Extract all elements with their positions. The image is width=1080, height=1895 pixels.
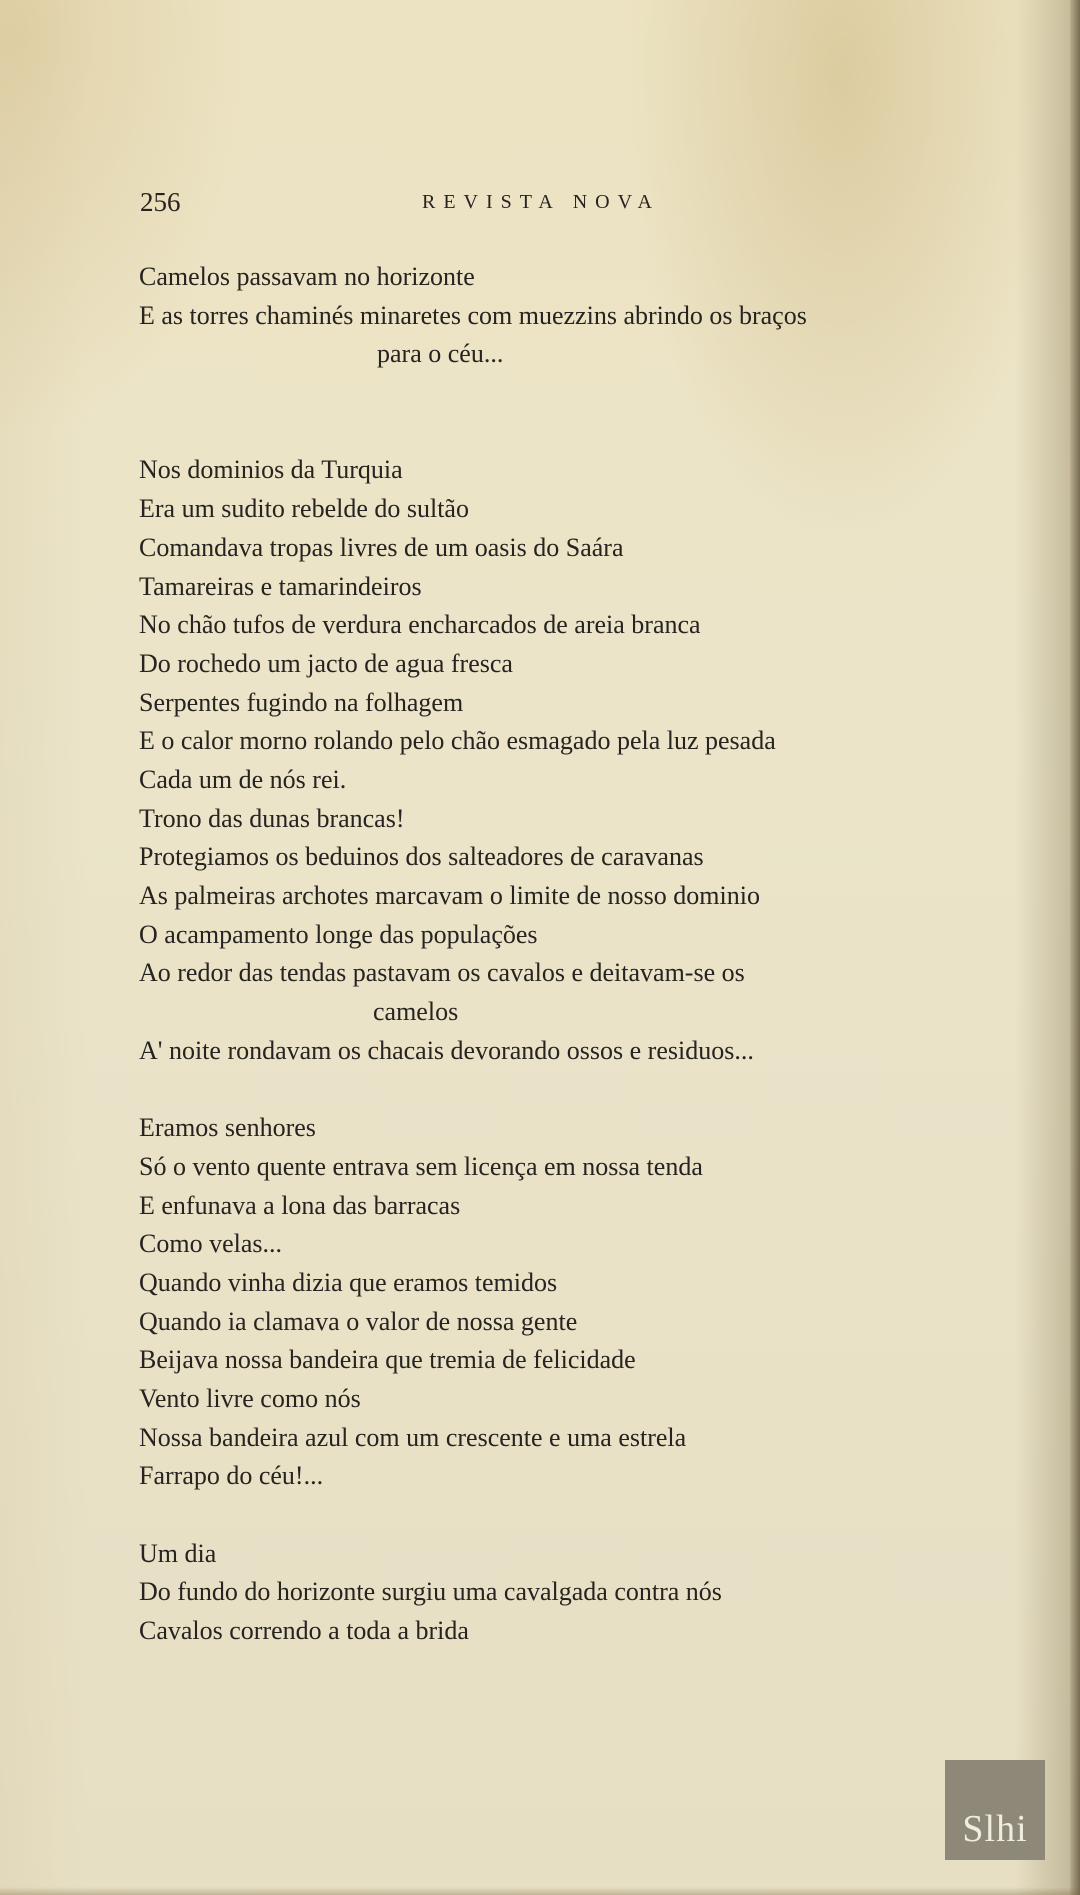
running-title: REVISTA NOVA [422,191,660,213]
poem-line: Nos dominios da Turquia [139,455,403,485]
page-edge-shadow [1070,0,1080,1895]
poem-line: Camelos passavam no horizonte [139,262,475,291]
poem-line: Tamareiras e tamarindeiros [139,571,422,601]
library-stamp-logo [945,1760,1045,1860]
stanza-gap [139,374,989,413]
poem-line: E o calor morno rolando pelo chão esmagado pela luz pesada [139,726,776,756]
page-number: 256 [140,187,181,217]
poem-line: Eramos senhores [139,1113,316,1143]
poem-line: Vento livre como nós [139,1383,361,1413]
poem-line: Quando ia clamava o valor de nossa gente [139,1306,578,1336]
poem-body [139,258,989,1651]
poem-line: Protegiamos os beduinos dos salteadores de caravanas [139,842,704,872]
stanza-gap [139,1070,989,1109]
poem-line: Nossa bandeira azul com um crescente e uma estrela [139,1422,687,1452]
poem-line: E enfunava a lona das barracas [139,1190,461,1220]
poem-line: Serpentes fugindo na folhagem [139,687,464,717]
poem-line: Ao redor das tendas pastavam os cavalos e deitavam-se os [139,958,745,988]
stanza-gap [139,413,989,452]
poem-line: Como velas... [139,1229,282,1259]
library-stamp-text: Slhi [962,1808,1028,1850]
poem-line-continuation: para o céu... [377,339,504,369]
poem-line: No chão tufos de verdura encharcados de areia branca [139,610,701,640]
poem-line: Farrapo do céu!... [139,1461,324,1491]
page-header [140,182,980,222]
stanza-gap [139,1496,989,1535]
poem-line: A' noite rondavam os chacais devorando ossos e residuos... [139,1035,754,1065]
page-bottom-edge [0,1887,1080,1895]
poem-line: E as torres chaminés minaretes com muezzins abrindo os braços [139,300,807,330]
poem-line: Comandava tropas livres de um oasis do Saára [139,532,624,562]
poem-line: Do fundo do horizonte surgiu uma cavalgada contra nós [139,1577,722,1607]
poem-line: Do rochedo um jacto de agua fresca [139,648,513,678]
poem-line: Um dia [139,1538,217,1568]
poem-line: Beijava nossa bandeira que tremia de felicidade [139,1345,636,1375]
poem-line: Só o vento quente entrava sem licença em nossa tenda [139,1151,703,1181]
poem-line: Trono das dunas brancas! [139,803,405,833]
poem-line: Quando vinha dizia que eramos temidos [139,1267,558,1297]
poem-line: O acampamento longe das populações [139,919,538,949]
poem-line: As palmeiras archotes marcavam o limite de nosso dominio [139,881,760,910]
poem-line-continuation: camelos [373,997,459,1027]
poem-line: Cada um de nós rei. [139,764,347,794]
poem-line: Cavalos correndo a toda a brida [139,1616,469,1646]
poem-line: Era um sudito rebelde do sultão [139,494,469,524]
